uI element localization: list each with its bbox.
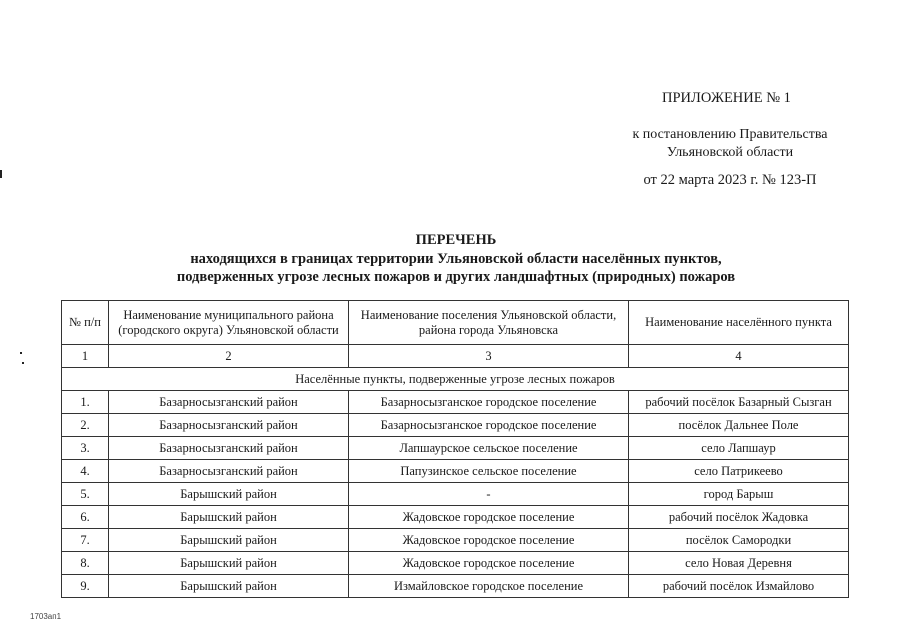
header-cell-locality: Наименование населённого пункта [629,301,849,345]
settlement-name: Лапшаурское сельское поселение [349,437,629,460]
locality-name: посёлок Самородки [629,529,849,552]
settlement-name: - [349,483,629,506]
district-name: Барышский район [109,483,349,506]
document-code: 1703ап1 [30,612,62,621]
table-row [62,483,849,506]
table-header-row [62,301,849,345]
title-line-1: ПЕРЕЧЕНЬ [415,232,497,248]
row-number: 4. [62,460,109,483]
scan-mark [0,170,2,178]
table-row [62,414,849,437]
column-number: 2 [109,345,349,368]
settlement-name: Жадовское городское поселение [349,529,629,552]
row-number: 8. [62,552,109,575]
table-row [62,460,849,483]
locality-name: село Новая Деревня [629,552,849,575]
document-title [100,231,812,287]
appendix-label: ПРИЛОЖЕНИЕ № 1 [662,90,791,106]
header-cell-settlement: Наименование поселения Ульяновской области, района города Ульяновска [349,301,629,345]
settlements-table [61,300,849,598]
settlement-name: Базарносызганское городское поселение [349,414,629,437]
title-line-3: подверженных угрозе лесных пожаров и других ландшафтных (природных) пожаров [176,269,736,285]
section-title: Населённые пункты, подверженные угрозе лесных пожаров [62,368,849,391]
decree-date: от 22 марта 2023 г. № 123-П [643,172,817,188]
table-row [62,391,849,414]
row-number: 5. [62,483,109,506]
settlement-name: Жадовское городское поселение [349,552,629,575]
header-cell-number: № п/п [62,301,109,345]
column-number-row [62,345,849,368]
locality-name: село Патрикеево [629,460,849,483]
reference-line-2: Ульяновской области [666,145,794,160]
district-name: Базарносызганский район [109,414,349,437]
scan-mark [20,352,22,354]
table-row [62,552,849,575]
district-name: Барышский район [109,506,349,529]
district-name: Барышский район [109,529,349,552]
row-number: 3. [62,437,109,460]
row-number: 7. [62,529,109,552]
district-name: Барышский район [109,552,349,575]
reference-block [600,126,860,162]
table-row [62,506,849,529]
settlement-name: Базарносызганское городское поселение [349,391,629,414]
row-number: 2. [62,414,109,437]
title-line-2: находящихся в границах территории Ульяновской области населённых пунктов, [190,250,722,267]
locality-name: рабочий посёлок Базарный Сызган [629,391,849,414]
table-row [62,529,849,552]
table-row [62,575,849,598]
settlement-name: Жадовское городское поселение [349,506,629,529]
reference-line-1: к постановлению Правительства [632,127,828,142]
district-name: Барышский район [109,575,349,598]
locality-name: город Барыш [629,483,849,506]
scan-mark [22,362,24,364]
settlement-name: Измайловское городское поселение [349,575,629,598]
locality-name: рабочий посёлок Измайлово [629,575,849,598]
locality-name: село Лапшаур [629,437,849,460]
settlement-name: Папузинское сельское поселение [349,460,629,483]
row-number: 6. [62,506,109,529]
district-name: Базарносызганский район [109,460,349,483]
table-row [62,437,849,460]
locality-name: рабочий посёлок Жадовка [629,506,849,529]
row-number: 9. [62,575,109,598]
district-name: Базарносызганский район [109,437,349,460]
column-number: 1 [62,345,109,368]
column-number: 4 [629,345,849,368]
district-name: Базарносызганский район [109,391,349,414]
section-row [62,368,849,391]
header-cell-district: Наименование муниципального района (городского округа) Ульяновской области [109,301,349,345]
column-number: 3 [349,345,629,368]
row-number: 1. [62,391,109,414]
locality-name: посёлок Дальнее Поле [629,414,849,437]
